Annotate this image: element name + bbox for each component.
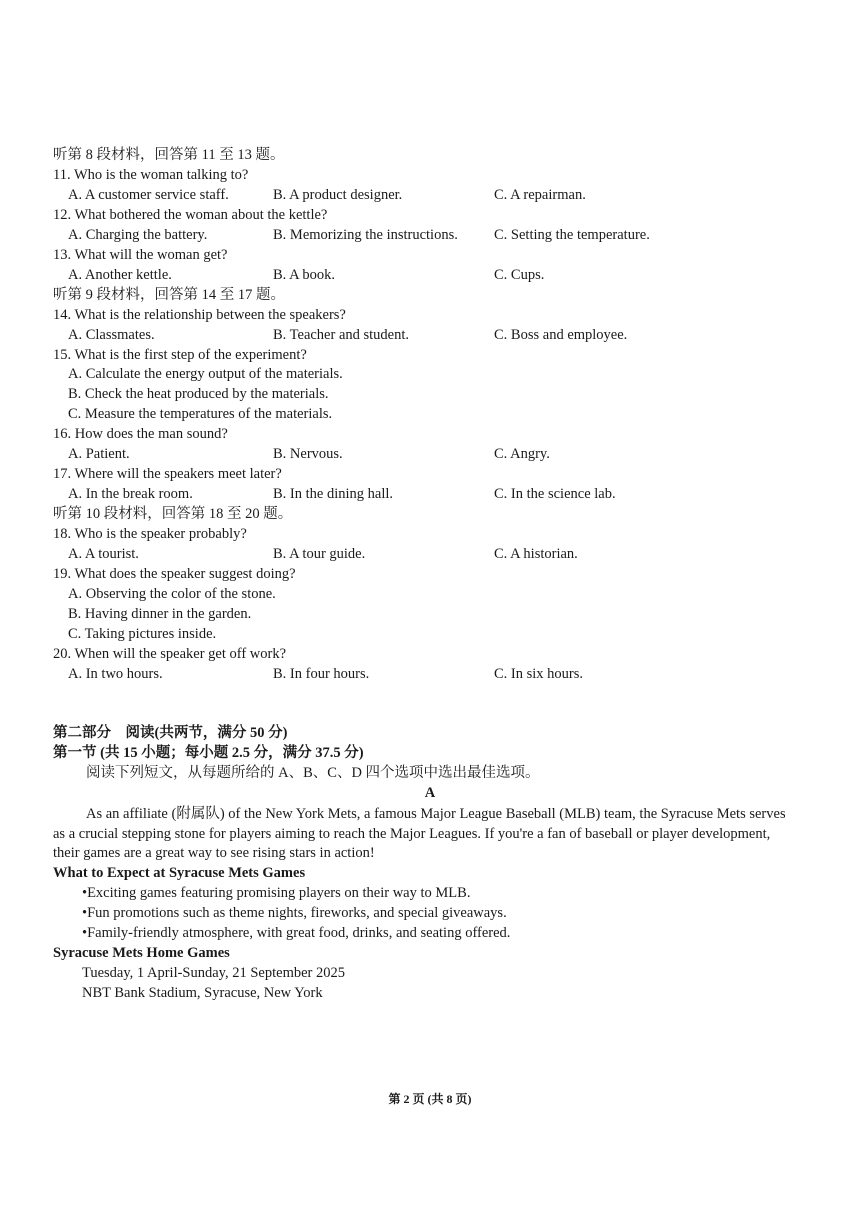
question-stem: 19. What does the speaker suggest doing? [53,566,296,582]
question-stem: 15. What is the first step of the experiment? [53,347,307,363]
option-line: A. Calculate the energy output of the materials. [68,366,343,382]
option-c: C. A historian. [494,546,578,562]
option-a: A. Classmates. [68,327,155,343]
option-c: C. Angry. [494,446,550,462]
reading-instruction: 阅读下列短文，从每题所给的 A、B、C、D 四个选项中选出最佳选项。 [86,765,540,781]
listening-section-header: 听第 10 段材料，回答第 18 至 20 题。 [53,506,293,522]
option-c: C. In the science lab. [494,486,616,502]
passage-intro: As an affiliate (附属队) of the New York Mets, a famous Major League Baseball (MLB) team, the Syracuse Mets serves as a crucial stepping stone for players aiming to reach the Major Leagues. If you're a fan of baseball or player development, their games are a great way to see rising stars in action! [53,806,786,861]
option-b: B. Nervous. [273,446,343,462]
section1-title: 第一节 (共 15 小题；每小题 2.5 分，满分 37.5 分) [53,745,364,761]
option-c: C. Cups. [494,267,545,283]
game-dates: Tuesday, 1 April-Sunday, 21 September 2025 [82,965,345,981]
option-line: C. Measure the temperatures of the materials. [68,406,333,422]
option-b: B. A tour guide. [273,546,366,562]
passage-label: A [424,785,436,801]
option-a: A. A customer service staff. [68,187,229,203]
option-a: A. Patient. [68,446,130,462]
option-b: B. In four hours. [273,666,370,682]
option-a: A. A tourist. [68,546,139,562]
question-stem: 17. Where will the speakers meet later? [53,466,282,482]
option-a: A. In two hours. [68,666,163,682]
question-stem: 13. What will the woman get? [53,247,228,263]
home-games-heading: Syracuse Mets Home Games [53,945,230,961]
option-b: B. Memorizing the instructions. [273,227,458,243]
question-stem: 20. When will the speaker get off work? [53,646,287,662]
option-line: A. Observing the color of the stone. [68,586,276,602]
option-b: B. Teacher and student. [273,327,410,343]
option-c: C. Boss and employee. [494,327,628,343]
option-line: C. Taking pictures inside. [68,626,217,642]
expect-heading: What to Expect at Syracuse Mets Games [53,865,306,881]
listening-section-header: 听第 9 段材料，回答第 14 至 17 题。 [53,287,285,303]
option-a: A. Another kettle. [68,267,172,283]
option-b: B. In the dining hall. [273,486,394,502]
listening-section-header: 听第 8 段材料，回答第 11 至 13 题。 [53,147,285,163]
question-stem: 11. Who is the woman talking to? [53,167,249,183]
option-c: C. In six hours. [494,666,584,682]
option-c: C. A repairman. [494,187,586,203]
option-c: C. Setting the temperature. [494,227,650,243]
game-venue: NBT Bank Stadium, Syracuse, New York [82,985,323,1001]
part2-title: 第二部分 阅读(共两节，满分 50 分) [53,725,288,741]
option-a: A. Charging the battery. [68,227,208,243]
question-stem: 12. What bothered the woman about the kettle? [53,207,328,223]
option-a: A. In the break room. [68,486,193,502]
option-line: B. Check the heat produced by the materials. [68,386,329,402]
bullet-item: •Family-friendly atmosphere, with great food, drinks, and seating offered. [82,925,511,941]
page-footer: 第 2 页 (共 8 页) [388,1092,472,1106]
question-stem: 18. Who is the speaker probably? [53,526,247,542]
option-b: B. A product designer. [273,187,403,203]
question-stem: 14. What is the relationship between the speakers? [53,307,346,323]
bullet-item: •Fun promotions such as theme nights, fireworks, and special giveaways. [82,905,507,921]
option-b: B. A book. [273,267,336,283]
option-line: B. Having dinner in the garden. [68,606,252,622]
question-stem: 16. How does the man sound? [53,426,228,442]
bullet-item: •Exciting games featuring promising players on their way to MLB. [82,885,471,901]
